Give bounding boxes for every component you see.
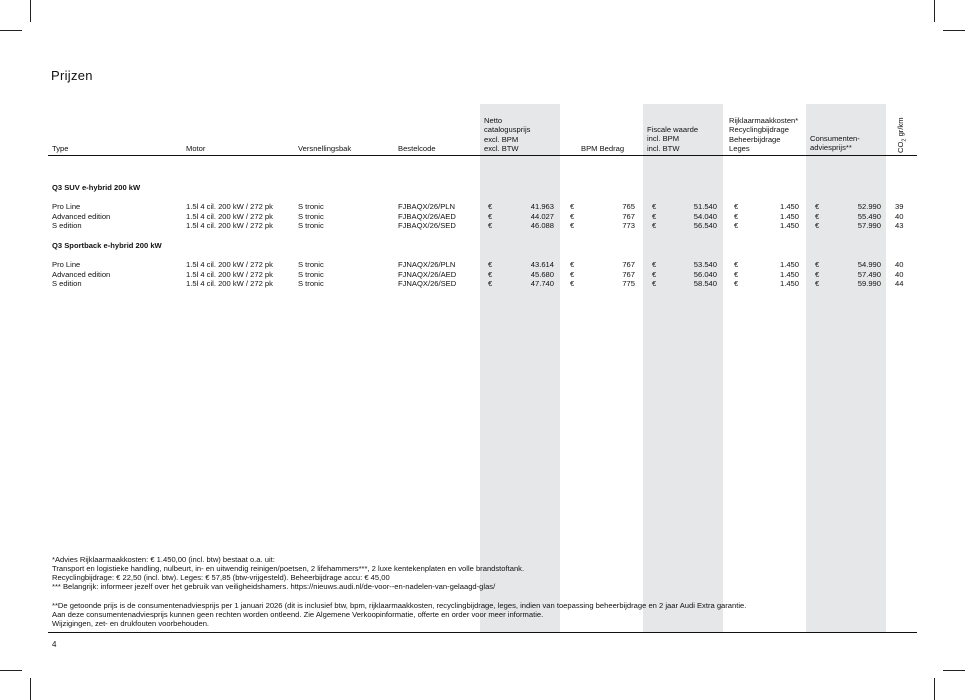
- cell-fiscal-value: 58.540: [693, 279, 717, 289]
- cell-motor: 1.5l 4 cil. 200 kW / 272 pk: [186, 202, 273, 211]
- column-shade-consumer: [806, 104, 886, 632]
- group-heading: Q3 Sportback e-hybrid 200 kW: [52, 241, 162, 250]
- header-divider: [48, 155, 917, 156]
- euro-sign: €: [652, 260, 657, 269]
- euro-sign: €: [570, 279, 575, 289]
- cell-bpm-amount: 765: [622, 202, 635, 211]
- cell-transmission: S tronic: [298, 202, 324, 211]
- footnote: **De getoonde prijs is de consumentenadviesprijs per 1 januari 2026 (dit is inclusief btw, bpm, rijklaarmaakkosten, recyclingbijdrage, leges, indien van toepassing beheerbijdrage en 2 jaar Audi Extra garantie.: [52, 601, 747, 610]
- crop-mark: [934, 678, 935, 700]
- cell-consumer-price: 57.490: [857, 269, 881, 279]
- header-bpm: BPM Bedrag: [581, 144, 625, 153]
- euro-sign: €: [734, 279, 739, 289]
- euro-sign: €: [570, 202, 575, 211]
- euro-sign: €: [488, 260, 493, 269]
- cell-consumer-price: 55.490: [857, 211, 881, 221]
- euro-sign: €: [652, 211, 657, 221]
- euro-sign: €: [815, 202, 820, 211]
- euro-sign: €: [652, 269, 657, 279]
- cell-consumer-price: 57.990: [857, 221, 881, 231]
- footnote: *Advies Rijklaarmaakkosten: € 1.450,00 (incl. btw) bestaat o.a. uit:: [52, 555, 275, 564]
- footnote: Wijzigingen, zet- en drukfouten voorbehouden.: [52, 619, 210, 628]
- cell-net-price: 46.088: [530, 221, 554, 231]
- cell-transmission: S tronic: [298, 279, 324, 289]
- header-consumer-price: Consumenten- adviesprijs**: [810, 134, 860, 153]
- footnote: Aan deze consumentenadviesprijs kunnen geen rechten worden ontleend. Zie Algemene Verkoopinformatie, offerte en order voor meer informatie.: [52, 610, 544, 619]
- page-number: 4: [52, 640, 57, 649]
- cell-type: S edition: [52, 221, 82, 231]
- cell-transmission: S tronic: [298, 211, 324, 221]
- footer-divider: [48, 632, 917, 633]
- cell-motor: 1.5l 4 cil. 200 kW / 272 pk: [186, 260, 273, 269]
- cell-net-price: 45.680: [530, 269, 554, 279]
- cell-type: Pro Line: [52, 260, 81, 269]
- footnote: Transport en logistieke handling, nulbeurt, in- en uitwendig reinigen/poetsen, 2 lifehammers***, 2 luxe kentekenplaten en volle brandstoftank.: [52, 564, 525, 573]
- cell-code: FJNAQX/26/AED: [398, 269, 457, 279]
- cell-transmission: S tronic: [298, 269, 324, 279]
- cell-co2: 39: [895, 202, 904, 211]
- euro-sign: €: [815, 221, 820, 231]
- cell-net-price: 44.027: [530, 211, 554, 221]
- cell-co2: 40: [895, 211, 904, 221]
- euro-sign: €: [488, 202, 493, 211]
- cell-type: S edition: [52, 279, 82, 289]
- cell-consumer-price: 52.990: [857, 202, 881, 211]
- header-fiscal-value: Fiscale waarde incl. BPM incl. BTW: [647, 125, 699, 153]
- euro-sign: €: [815, 260, 820, 269]
- header-type: Type: [52, 144, 69, 153]
- cell-co2: 43: [895, 221, 904, 231]
- cell-fiscal-value: 56.540: [693, 221, 717, 231]
- header-motor: Motor: [186, 144, 206, 153]
- euro-sign: €: [652, 279, 657, 289]
- euro-sign: €: [815, 269, 820, 279]
- crop-mark: [0, 670, 22, 671]
- column-shade-fiscal: [643, 104, 723, 632]
- header-co2: $CO_2$ gr/km: [896, 117, 908, 153]
- euro-sign: €: [570, 221, 575, 231]
- cell-bpm-amount: 767: [622, 211, 635, 221]
- cell-delivery-costs: 1.450: [779, 211, 799, 221]
- cell-consumer-price: 54.990: [857, 260, 881, 269]
- cell-fiscal-value: 56.040: [693, 269, 717, 279]
- cell-delivery-costs: 1.450: [779, 260, 799, 269]
- footnote: Recyclingbijdrage: € 22,50 (incl. btw). Leges: € 57,85 (btw-vrijgesteld). Beheerbijdrage accu: € 45,00: [52, 573, 390, 582]
- cell-co2: 44: [895, 279, 904, 289]
- cell-co2: 40: [895, 260, 904, 269]
- cell-fiscal-value: 54.040: [693, 211, 717, 221]
- cell-type: Advanced edition: [52, 269, 111, 279]
- cell-net-price: 43.614: [530, 260, 554, 269]
- cell-motor: 1.5l 4 cil. 200 kW / 272 pk: [186, 221, 273, 231]
- header-order-code: Bestelcode: [398, 144, 436, 153]
- cell-code: FJBAQX/26/SED: [398, 221, 456, 231]
- euro-sign: €: [488, 269, 493, 279]
- cell-net-price: 41.963: [530, 202, 554, 211]
- group-heading: Q3 SUV e-hybrid 200 kW: [52, 183, 141, 192]
- cell-bpm-amount: 767: [622, 269, 635, 279]
- column-shade-net-price: [480, 104, 560, 632]
- crop-mark: [30, 678, 31, 700]
- euro-sign: €: [570, 211, 575, 221]
- cell-transmission: S tronic: [298, 221, 324, 231]
- cell-delivery-costs: 1.450: [779, 279, 799, 289]
- cell-fiscal-value: 51.540: [693, 202, 717, 211]
- euro-sign: €: [488, 221, 493, 231]
- cell-code: FJBAQX/26/PLN: [398, 202, 455, 211]
- cell-consumer-price: 59.990: [857, 279, 881, 289]
- euro-sign: €: [734, 269, 739, 279]
- crop-mark: [943, 670, 965, 671]
- cell-code: FJNAQX/26/SED: [398, 279, 457, 289]
- cell-code: FJNAQX/26/PLN: [398, 260, 456, 269]
- crop-mark: [30, 0, 31, 22]
- page-title: Prijzen: [51, 68, 93, 83]
- header-transmission: Versnellingsbak: [298, 144, 352, 153]
- euro-sign: €: [815, 279, 820, 289]
- cell-fiscal-value: 53.540: [693, 260, 717, 269]
- euro-sign: €: [652, 221, 657, 231]
- header-delivery-costs: Rijklaarmaakkosten* Recyclingbijdrage Beheerbijdrage Leges: [729, 116, 799, 154]
- euro-sign: €: [734, 260, 739, 269]
- euro-sign: €: [815, 211, 820, 221]
- euro-sign: €: [734, 211, 739, 221]
- euro-sign: €: [488, 211, 493, 221]
- euro-sign: €: [570, 269, 575, 279]
- euro-sign: €: [734, 221, 739, 231]
- euro-sign: €: [570, 260, 575, 269]
- cell-code: FJBAQX/26/AED: [398, 211, 456, 221]
- cell-motor: 1.5l 4 cil. 200 kW / 272 pk: [186, 269, 273, 279]
- cell-co2: 40: [895, 269, 904, 279]
- cell-type: Pro Line: [52, 202, 81, 211]
- crop-mark: [943, 30, 965, 31]
- crop-mark: [0, 30, 22, 31]
- crop-mark: [934, 0, 935, 22]
- cell-motor: 1.5l 4 cil. 200 kW / 272 pk: [186, 279, 273, 289]
- euro-sign: €: [652, 202, 657, 211]
- euro-sign: €: [734, 202, 739, 211]
- cell-delivery-costs: 1.450: [779, 221, 799, 231]
- cell-bpm-amount: 773: [622, 221, 635, 231]
- cell-delivery-costs: 1.450: [779, 269, 799, 279]
- cell-transmission: S tronic: [298, 260, 324, 269]
- cell-type: Advanced edition: [52, 211, 111, 221]
- footnote: *** Belangrijk: informeer jezelf over het gebruik van veiligheidshamers. https://nieuws.audi.nl/de-voor--en-nadelen-van-gelaagd-glas/: [52, 582, 496, 591]
- euro-sign: €: [488, 279, 493, 289]
- cell-motor: 1.5l 4 cil. 200 kW / 272 pk: [186, 211, 273, 221]
- cell-net-price: 47.740: [530, 279, 554, 289]
- cell-delivery-costs: 1.450: [779, 202, 799, 211]
- cell-bpm-amount: 775: [622, 279, 635, 289]
- header-net-price: Netto catalogusprijs excl. BPM excl. BTW: [484, 116, 531, 154]
- cell-bpm-amount: 767: [622, 260, 635, 269]
